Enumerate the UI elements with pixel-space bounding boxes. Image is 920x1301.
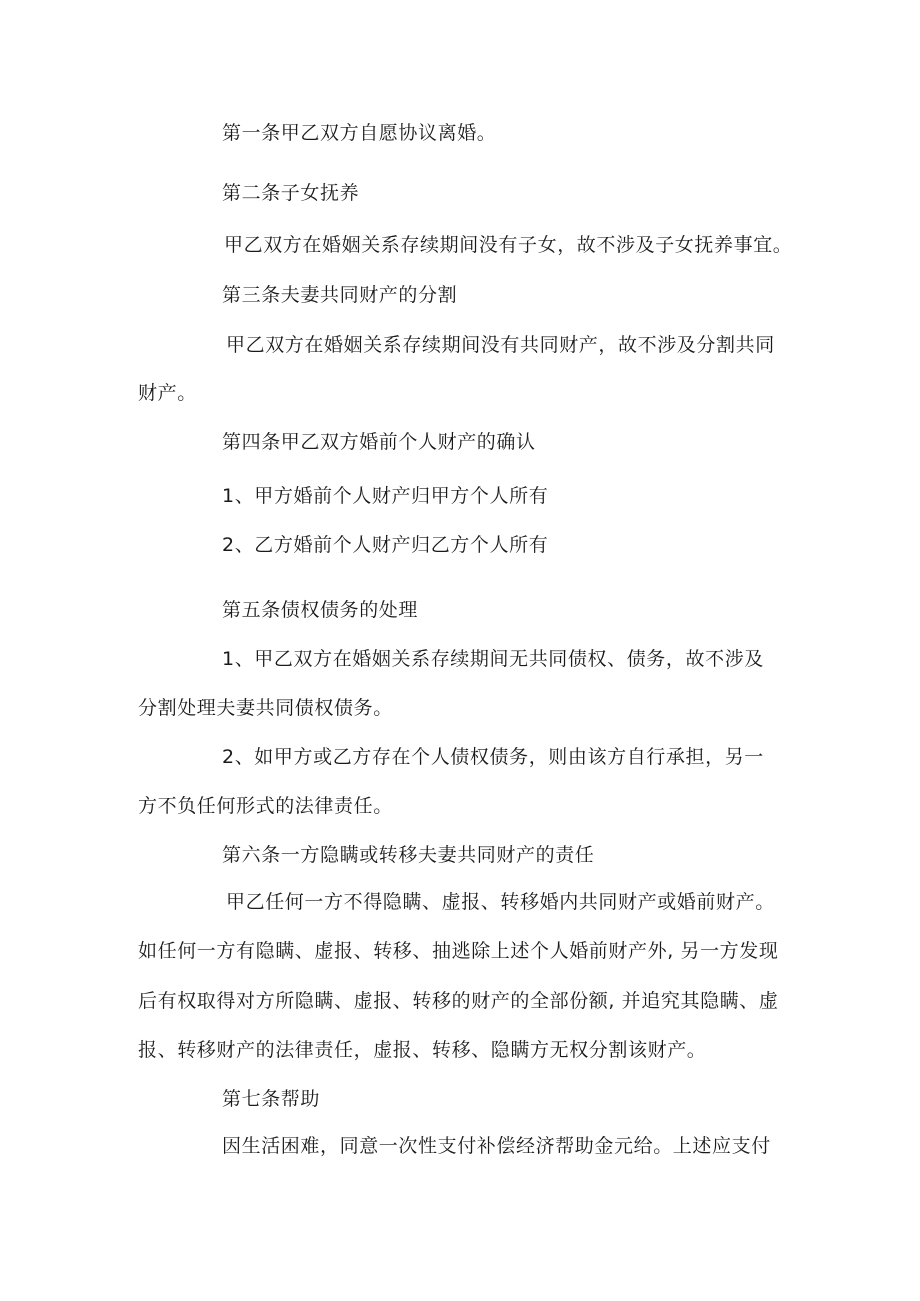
article-2-heading: 第二条子女抚养 [222, 182, 360, 204]
article-4-item-1: 1、甲方婚前个人财产归甲方个人所有 [222, 485, 549, 507]
article-3-body-line-1: 甲乙双方在婚姻关系存续期间没有共同财产，故不涉及分割共同 [226, 334, 775, 356]
article-2-body: 甲乙双方在婚姻关系存续期间没有子女，故不涉及子女抚养事宜。 [224, 234, 793, 256]
article-5-item-1-line-2: 分割处理夫妻共同债权债务。 [138, 697, 393, 719]
article-5-item-2-line-2: 方不负任何形式的法律责任。 [138, 795, 393, 817]
article-6-body-line-2: 如任何一方有隐瞒、虚报、转移、抽逃除上述个人婚前财产外, 另一方发现 [138, 940, 779, 962]
article-3-body-line-2: 财产。 [138, 382, 197, 404]
article-4-heading: 第四条甲乙双方婚前个人财产的确认 [222, 431, 536, 453]
article-5-item-2-line-1: 2、如甲方或乙方存在个人债权债务，则由该方自行承担，另一 [222, 746, 764, 768]
article-6-heading: 第六条一方隐瞒或转移夫妻共同财产的责任 [222, 844, 595, 866]
article-3-heading: 第三条夫妻共同财产的分割 [222, 284, 458, 306]
article-6-body-line-3: 后有权取得对方所隐瞒、虚报、转移的财产的全部份额, 并追究其隐瞒、虚 [138, 990, 779, 1012]
article-6-body-line-1: 甲乙任何一方不得隐瞒、虚报、转移婚内共同财产或婚前财产。 [226, 891, 775, 913]
article-1-heading: 第一条甲乙双方自愿协议离婚。 [222, 122, 497, 144]
article-6-body-line-4: 报、转移财产的法律责任，虚报、转移、隐瞒方无权分割该财产。 [138, 1039, 707, 1061]
article-4-item-2: 2、乙方婚前个人财产归乙方个人所有 [222, 534, 549, 556]
article-7-heading: 第七条帮助 [222, 1088, 321, 1110]
article-5-heading: 第五条债权债务的处理 [222, 599, 419, 621]
article-7-body-line-1: 因生活困难，同意一次性支付补偿经济帮助金元给。上述应支付 [222, 1135, 771, 1157]
article-5-item-1-line-1: 1、甲乙双方在婚姻关系存续期间无共同债权、债务，故不涉及 [222, 648, 764, 670]
